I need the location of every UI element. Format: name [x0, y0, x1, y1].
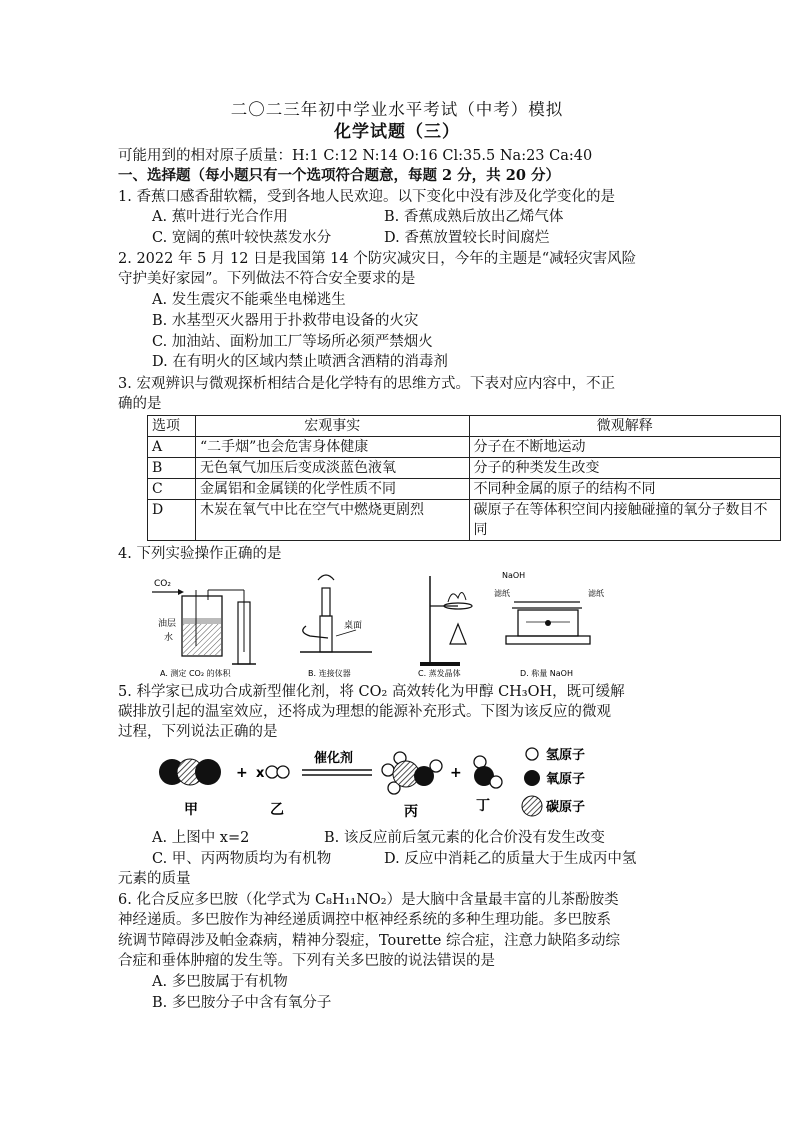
- atom-legend: [522, 747, 585, 816]
- reaction-arrow: [302, 750, 372, 775]
- label-bing: 丙: [404, 804, 418, 820]
- naoh-label: NaOH: [502, 571, 526, 580]
- q2-stem-1: 2. 2022 年 5 月 12 日是我国第 14 个防灾减灾日，今年的主题是“减轻灾害风险: [118, 251, 637, 267]
- table-row: [148, 437, 781, 458]
- q3-table: [147, 415, 781, 541]
- co2-label: CO₂: [154, 579, 171, 589]
- desk-label: 桌面: [344, 621, 363, 631]
- caption-b: B. 连接仪器: [308, 669, 351, 678]
- q6-option-a: A. 多巴胺属于有机物: [152, 974, 288, 990]
- table-cell-fact: “二手烟”也会危害身体健康: [195, 437, 469, 458]
- q6-stem-3: 统调节障碍涉及帕金森病，精神分裂症，Tourette 综合症，注意力缺陷多动综: [118, 933, 620, 949]
- paper-right-label: 滤纸: [588, 589, 604, 598]
- table-cell-fact: 无色氧气加压后变成淡蓝色液氧: [195, 458, 469, 479]
- paper-left-label: 滤纸: [494, 589, 510, 598]
- table-header-row: [148, 416, 781, 437]
- legend-carbon: 碳原子: [546, 800, 586, 815]
- q2-stem-2: 守护美好家园”。下列做法不符合安全要求的是: [118, 271, 416, 287]
- legend-oxygen: 氧原子: [546, 772, 586, 787]
- table-cell-explanation: 分子在不断地运动: [469, 437, 780, 458]
- caption-d: D. 称量 NaOH: [520, 669, 573, 678]
- apparatus-b: [300, 575, 372, 678]
- plus-sign-2: +: [450, 765, 462, 781]
- label-yi: 乙: [270, 802, 284, 818]
- q3-stem-1: 3. 宏观辨识与微观探析相结合是化学特有的思维方式。下表对应内容中，不正: [118, 376, 615, 392]
- q5-option-d: D. 反应中消耗乙的质量大于生成丙中氢: [384, 851, 637, 867]
- table-cell-explanation: 不同种金属的原子的结构不同: [469, 479, 780, 500]
- catalyst-label: 催化剂: [314, 751, 354, 766]
- q4-figure: [140, 566, 610, 678]
- q5-stem-3: 过程，下列说法正确的是: [118, 724, 278, 740]
- molecule-bing: [382, 752, 442, 820]
- q5-option-c: C. 甲、丙两物质均为有机物: [152, 851, 332, 867]
- q2-option-d: D. 在有明火的区域内禁止喷洒含酒精的消毒剂: [152, 354, 448, 370]
- table-cell-option: B: [148, 458, 196, 479]
- q1-option-c: C. 宽阔的蕉叶较快蒸发水分: [152, 230, 332, 246]
- table-cell-explanation: 分子的种类发生改变: [469, 458, 780, 479]
- exam-title: 二〇二三年初中学业水平考试（中考）模拟: [230, 100, 564, 119]
- apparatus-c: [418, 576, 472, 678]
- caption-c: C. 蒸发晶体: [418, 669, 461, 678]
- q2-option-c: C. 加油站、面粉加工厂等场所必须严禁烟火: [152, 334, 433, 350]
- table-cell-fact: 木炭在氧气中比在空气中燃烧更剧烈: [195, 500, 469, 541]
- legend-hydrogen: 氢原子: [546, 748, 586, 763]
- table-row: [148, 458, 781, 479]
- q5-option-b: B. 该反应前后氢元素的化合价没有发生改变: [324, 830, 605, 846]
- q5-option-a: A. 上图中 x=2: [152, 830, 250, 846]
- apparatus-d: [494, 571, 604, 678]
- label-jia: 甲: [184, 802, 198, 818]
- q1-option-b: B. 香蕉成熟后放出乙烯气体: [384, 209, 564, 225]
- table-header-explanation: 微观解释: [469, 416, 780, 437]
- q4-stem: 4. 下列实验操作正确的是: [118, 546, 282, 562]
- q6-stem-4: 合症和垂体肿瘤的发生等。下列有关多巴胺的说法错误的是: [118, 953, 495, 969]
- apparatus-a: [152, 579, 256, 678]
- molecule-ding: [474, 756, 502, 814]
- plus-sign-1: +: [236, 765, 248, 781]
- coefficient-x: x: [256, 766, 265, 781]
- q5-option-d-cont: 元素的质量: [118, 871, 191, 887]
- table-row: [148, 500, 781, 541]
- q5-reaction-figure: [150, 744, 640, 826]
- q3-stem-2: 确的是: [118, 396, 162, 412]
- q1-stem: 1. 香蕉口感香甜软糯，受到各地人民欢迎。以下变化中没有涉及化学变化的是: [118, 189, 615, 205]
- q1-option-a: A. 蕉叶进行光合作用: [152, 209, 288, 225]
- q5-stem-2: 碳排放引起的温室效应，还将成为理想的能源补充形式。下图为该反应的微观: [118, 704, 611, 720]
- q6-stem-2: 神经递质。多巴胺作为神经递质调控中枢神经系统的多种生理功能。多巴胺系: [118, 912, 611, 928]
- atomic-masses: 可能用到的相对原子质量：H:1 C:12 N:14 O:16 Cl:35.5 Na:23 Ca:40: [118, 148, 593, 164]
- table-cell-option: D: [148, 500, 196, 541]
- table-header-option: 选项: [148, 416, 196, 437]
- q2-option-b: B. 水基型灭火器用于扑救带电设备的火灾: [152, 313, 419, 329]
- q1-option-d: D. 香蕉放置较长时间腐烂: [384, 230, 550, 246]
- table-header-fact: 宏观事实: [195, 416, 469, 437]
- table-cell-explanation: 碳原子在等体积空间内接触碰撞的氧分子数目不同: [469, 500, 780, 541]
- label-ding: 丁: [476, 798, 490, 814]
- molecule-yi: [256, 766, 289, 818]
- table-cell-option: A: [148, 437, 196, 458]
- q6-stem-1: 6. 化合反应多巴胺（化学式为 C₈H₁₁NO₂）是大脑中含量最丰富的儿茶酚胺类: [118, 892, 619, 908]
- oil-label: 油层: [158, 619, 177, 629]
- q2-option-a: A. 发生震灾不能乘坐电梯逃生: [152, 292, 346, 308]
- table-row: [148, 479, 781, 500]
- section-heading: 一、选择题（每小题只有一个选项符合题意，每题 2 分，共 20 分）: [118, 167, 560, 184]
- q5-stem-1: 5. 科学家已成功合成新型催化剂，将 CO₂ 高效转化为甲醇 CH₃OH，既可缓解: [118, 684, 625, 700]
- table-cell-option: C: [148, 479, 196, 500]
- exam-subtitle: 化学试题（三）: [334, 122, 460, 142]
- caption-a: A. 测定 CO₂ 的体积: [160, 669, 231, 678]
- table-cell-fact: 金属铝和金属镁的化学性质不同: [195, 479, 469, 500]
- molecule-jia: [159, 759, 221, 818]
- q6-option-b: B. 多巴胺分子中含有氧分子: [152, 995, 332, 1011]
- water-label: 水: [164, 633, 174, 643]
